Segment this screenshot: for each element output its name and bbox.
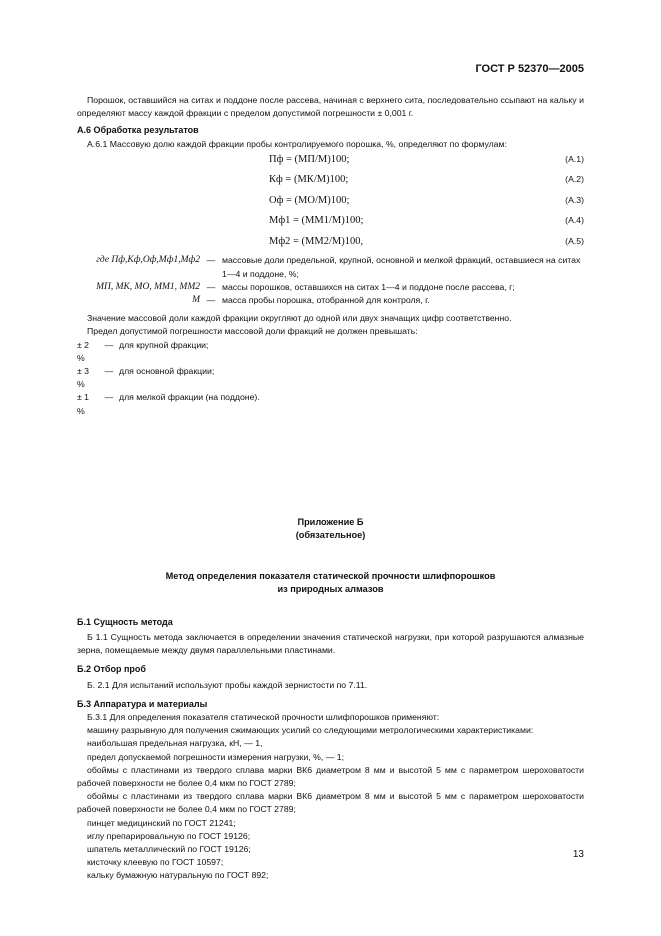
tolerance-list xyxy=(77,339,584,418)
rounding-paragraph: Значение массовой доли каждой фракции округляют до одной или двух значащих цифр соответственно. xyxy=(87,313,512,324)
section-b3-p2: машину разрывную для получения сжимающих усилий со следующими метрологическими характеристиками: xyxy=(87,725,534,736)
appendix-status: (обязательное) xyxy=(295,529,366,540)
formula-number: (А.5) xyxy=(565,235,584,246)
tolerance-value: ± 3 % xyxy=(77,365,90,390)
equipment-item: кальку бумажную натуральную по ГОСТ 892; xyxy=(87,870,269,881)
equipment-item: шпатель металлический по ГОСТ 19126; xyxy=(87,844,251,854)
formula-expression: Оф = (MО/M)100; xyxy=(269,194,350,206)
appendix-heading-line2: из природных алмазов xyxy=(277,583,384,594)
definition-text: масса пробы порошка, отобранной для контроля, г. xyxy=(222,294,430,305)
tolerance-item xyxy=(77,365,584,391)
equipment-item: кисточку клеевую по ГОСТ 10597; xyxy=(87,857,224,868)
tolerance-text: для мелкой фракции (на поддоне). xyxy=(119,392,260,403)
section-spacer xyxy=(77,596,584,616)
tolerance-intro: Предел допустимой погрешности массовой доли фракций не должен превышать: xyxy=(87,326,418,337)
definition-symbol: MП, MК, MО, MМ1, MМ2 xyxy=(96,281,200,292)
formula-number: (А.4) xyxy=(565,215,584,226)
definition-symbol: где Пф,Кф,Оф,Мф1,Мф2 xyxy=(96,255,200,266)
definition-text: массы порошков, оставшихся на ситах 1—4 и поддоне после рассева, г; xyxy=(222,281,515,292)
section-b1-heading: Б.1 Сущность метода xyxy=(77,616,173,627)
formula-expression: Мф2 = (MМ2/M)100, xyxy=(269,235,364,247)
page-number: 13 xyxy=(572,849,584,860)
definition-text: массовые доли предельной, крупной, основной и мелкой фракций, оставшиеся на ситах 1—4 и поддоне, %; xyxy=(222,255,581,279)
definition-dash: — xyxy=(206,255,216,266)
definition-symbol: M xyxy=(192,294,200,305)
page-content xyxy=(77,94,584,883)
section-b3-p5: обоймы с пластинами из твердого сплава марки ВК6 диаметром 8 мм и высотой 5 мм с параметром шероховатости рабочей поверхности не более 0,4 мкм по ГОСТ 2789; xyxy=(77,764,584,788)
section-b3-p1: Б.3.1 Для определения показателя статической прочности шлифпорошков применяют: xyxy=(87,711,440,722)
section-b3-p6: обоймы с пластинами из твердого сплава марки ВК6 диаметром 8 мм и высотой 5 мм с параметром шероховатости рабочей поверхности не более 0,4 мкм по ГОСТ 2789; xyxy=(77,791,584,815)
section-b3-p4: предел допускаемой погрешности измерения нагрузки, %, — 1; xyxy=(87,751,345,762)
formula-expression: Мф1 = (MМ1/M)100; xyxy=(269,215,364,227)
standard-code-header: ГОСТ Р 52370—2005 xyxy=(475,63,584,75)
section-spacer xyxy=(77,418,584,516)
appendix-title: Приложение Б xyxy=(297,516,364,527)
tolerance-dash: — xyxy=(104,392,114,403)
tolerance-text: для основной фракции; xyxy=(119,365,215,376)
formula-expression: Пф = (MП/M)100; xyxy=(269,153,350,165)
formula-list xyxy=(77,151,584,254)
symbol-definitions xyxy=(77,254,584,307)
formula-expression: Кф = (MК/M)100; xyxy=(269,174,349,186)
section-a6-paragraph: А.6.1 Массовую долю каждой фракции пробы контролируемого порошка, %, определяют по формулам: xyxy=(87,138,507,149)
tolerance-value: ± 1 % xyxy=(77,392,90,416)
formula-number: (А.1) xyxy=(565,153,584,164)
tolerance-item xyxy=(77,339,584,365)
section-spacer xyxy=(77,542,584,570)
tolerance-value: ± 2 % xyxy=(77,339,90,363)
formula-row xyxy=(77,192,584,213)
equipment-item: иглу препарировальную по ГОСТ 19126; xyxy=(87,830,251,841)
appendix-heading-line1: Метод определения показателя статической прочности шлифпорошков xyxy=(165,570,496,581)
formula-row xyxy=(77,171,584,192)
definition-dash: — xyxy=(206,281,216,292)
formula-number: (А.3) xyxy=(565,194,584,205)
tolerance-text: для крупной фракции; xyxy=(119,339,209,350)
section-b2-heading: Б.2 Отбор проб xyxy=(77,664,146,675)
section-b1-text: Б 1.1 Сущность метода заключается в определении значения статической нагрузки, при которой разрушаются алмазные зерна, помещаемые между двумя параллельными пластинами. xyxy=(77,631,584,656)
section-b3-p3: наибольшая предельная нагрузка, кН, — 1, xyxy=(87,738,263,749)
section-a6-heading: А.6 Обработка результатов xyxy=(77,125,199,136)
tolerance-dash: — xyxy=(104,339,114,350)
section-b3-heading: Б.3 Аппаратура и материалы xyxy=(77,698,208,709)
formula-row xyxy=(77,233,584,254)
definition-dash: — xyxy=(206,294,216,305)
tolerance-item xyxy=(77,391,584,417)
intro-paragraph: Порошок, оставшийся на ситах и поддоне после рассева, начиная с верхнего сита, последовательно ссыпают на кальку и определяют массу каждой фракции с пределом допустимой погрешности ± 0,001 г. xyxy=(77,95,584,119)
tolerance-dash: — xyxy=(104,365,114,376)
formula-row xyxy=(77,151,584,172)
formula-row xyxy=(77,212,584,233)
section-b2-text: Б. 2.1 Для испытаний используют пробы каждой зернистости по 7.11. xyxy=(87,679,368,690)
formula-number: (А.2) xyxy=(565,174,584,185)
equipment-item: пинцет медицинский по ГОСТ 21241; xyxy=(87,817,236,828)
